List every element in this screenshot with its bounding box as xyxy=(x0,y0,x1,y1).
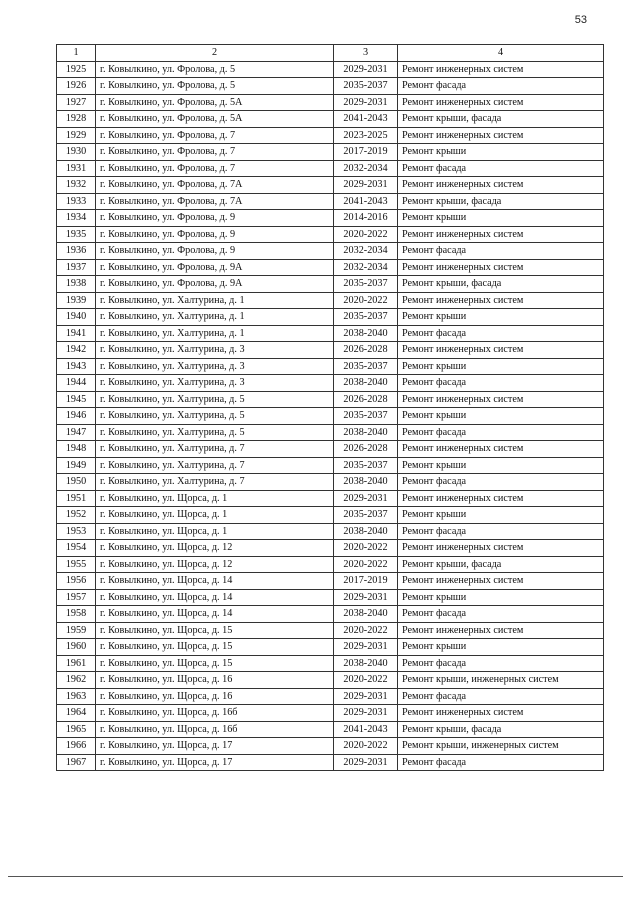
row-number-cell: 1925 xyxy=(57,61,96,78)
period-cell: 2032-2034 xyxy=(334,160,398,177)
period-cell: 2035-2037 xyxy=(334,358,398,375)
table-row xyxy=(57,424,604,441)
table-row xyxy=(57,655,604,672)
table-row xyxy=(57,688,604,705)
address-cell: г. Ковылкино, ул. Фролова, д. 7А xyxy=(96,193,334,210)
address-cell: г. Ковылкино, ул. Фролова, д. 9 xyxy=(96,243,334,260)
table-row xyxy=(57,226,604,243)
address-cell: г. Ковылкино, ул. Фролова, д. 5А xyxy=(96,94,334,111)
period-cell: 2035-2037 xyxy=(334,408,398,425)
work-type-cell: Ремонт фасада xyxy=(398,655,604,672)
address-cell: г. Ковылкино, ул. Халтурина, д. 3 xyxy=(96,358,334,375)
period-cell: 2032-2034 xyxy=(334,243,398,260)
row-number-cell: 1964 xyxy=(57,705,96,722)
period-cell: 2029-2031 xyxy=(334,177,398,194)
address-cell: г. Ковылкино, ул. Щорса, д. 16 xyxy=(96,688,334,705)
table-row xyxy=(57,490,604,507)
row-number-cell: 1944 xyxy=(57,375,96,392)
row-number-cell: 1959 xyxy=(57,622,96,639)
table-row xyxy=(57,292,604,309)
address-cell: г. Ковылкино, ул. Халтурина, д. 7 xyxy=(96,457,334,474)
address-cell: г. Ковылкино, ул. Щорса, д. 16б xyxy=(96,721,334,738)
table-row xyxy=(57,276,604,293)
address-cell: г. Ковылкино, ул. Халтурина, д. 7 xyxy=(96,441,334,458)
table-row xyxy=(57,358,604,375)
table-row xyxy=(57,738,604,755)
row-number-cell: 1961 xyxy=(57,655,96,672)
work-type-cell: Ремонт фасада xyxy=(398,78,604,95)
period-cell: 2029-2031 xyxy=(334,94,398,111)
row-number-cell: 1928 xyxy=(57,111,96,128)
period-cell: 2029-2031 xyxy=(334,61,398,78)
page-number: 53 xyxy=(574,14,587,26)
address-cell: г. Ковылкино, ул. Халтурина, д. 1 xyxy=(96,309,334,326)
work-type-cell: Ремонт инженерных систем xyxy=(398,573,604,590)
period-cell: 2038-2040 xyxy=(334,375,398,392)
table-row xyxy=(57,375,604,392)
work-type-cell: Ремонт фасада xyxy=(398,424,604,441)
address-cell: г. Ковылкино, ул. Халтурина, д. 5 xyxy=(96,424,334,441)
period-cell: 2038-2040 xyxy=(334,655,398,672)
work-type-cell: Ремонт инженерных систем xyxy=(398,94,604,111)
period-cell: 2035-2037 xyxy=(334,276,398,293)
row-number-cell: 1948 xyxy=(57,441,96,458)
row-number-cell: 1963 xyxy=(57,688,96,705)
table-row xyxy=(57,589,604,606)
row-number-cell: 1958 xyxy=(57,606,96,623)
table-row xyxy=(57,672,604,689)
work-type-cell: Ремонт крыши, фасада xyxy=(398,111,604,128)
address-cell: г. Ковылкино, ул. Щорса, д. 15 xyxy=(96,639,334,656)
address-cell: г. Ковылкино, ул. Щорса, д. 12 xyxy=(96,556,334,573)
table-row xyxy=(57,94,604,111)
table-row xyxy=(57,474,604,491)
period-cell: 2035-2037 xyxy=(334,309,398,326)
table-row xyxy=(57,408,604,425)
period-cell: 2038-2040 xyxy=(334,325,398,342)
address-cell: г. Ковылкино, ул. Фролова, д. 9А xyxy=(96,276,334,293)
address-cell: г. Ковылкино, ул. Халтурина, д. 7 xyxy=(96,474,334,491)
row-number-cell: 1930 xyxy=(57,144,96,161)
row-number-cell: 1967 xyxy=(57,754,96,771)
row-number-cell: 1947 xyxy=(57,424,96,441)
row-number-cell: 1935 xyxy=(57,226,96,243)
row-number-cell: 1960 xyxy=(57,639,96,656)
table-row xyxy=(57,540,604,557)
table-row xyxy=(57,160,604,177)
repair-schedule-table xyxy=(56,44,604,771)
period-cell: 2023-2025 xyxy=(334,127,398,144)
table-header-row xyxy=(57,45,604,62)
address-cell: г. Ковылкино, ул. Щорса, д. 1 xyxy=(96,523,334,540)
table-row xyxy=(57,705,604,722)
period-cell: 2038-2040 xyxy=(334,523,398,540)
period-cell: 2017-2019 xyxy=(334,573,398,590)
address-cell: г. Ковылкино, ул. Фролова, д. 9 xyxy=(96,226,334,243)
address-cell: г. Ковылкино, ул. Щорса, д. 16 xyxy=(96,672,334,689)
work-type-cell: Ремонт крыши, фасада xyxy=(398,721,604,738)
row-number-cell: 1932 xyxy=(57,177,96,194)
work-type-cell: Ремонт фасада xyxy=(398,754,604,771)
row-number-cell: 1952 xyxy=(57,507,96,524)
table-row xyxy=(57,507,604,524)
address-cell: г. Ковылкино, ул. Фролова, д. 5А xyxy=(96,111,334,128)
table-row xyxy=(57,639,604,656)
page-bottom-rule xyxy=(8,876,623,877)
period-cell: 2014-2016 xyxy=(334,210,398,227)
period-cell: 2026-2028 xyxy=(334,441,398,458)
row-number-cell: 1940 xyxy=(57,309,96,326)
period-cell: 2020-2022 xyxy=(334,540,398,557)
row-number-cell: 1934 xyxy=(57,210,96,227)
work-type-cell: Ремонт крыши xyxy=(398,589,604,606)
work-type-cell: Ремонт фасада xyxy=(398,325,604,342)
work-type-cell: Ремонт инженерных систем xyxy=(398,540,604,557)
period-cell: 2020-2022 xyxy=(334,556,398,573)
row-number-cell: 1962 xyxy=(57,672,96,689)
row-number-cell: 1955 xyxy=(57,556,96,573)
period-cell: 2035-2037 xyxy=(334,78,398,95)
table-row xyxy=(57,391,604,408)
address-cell: г. Ковылкино, ул. Щорса, д. 14 xyxy=(96,606,334,623)
address-cell: г. Ковылкино, ул. Щорса, д. 15 xyxy=(96,655,334,672)
address-cell: г. Ковылкино, ул. Фролова, д. 9 xyxy=(96,210,334,227)
work-type-cell: Ремонт крыши, фасада xyxy=(398,193,604,210)
period-cell: 2026-2028 xyxy=(334,342,398,359)
work-type-cell: Ремонт крыши xyxy=(398,358,604,375)
work-type-cell: Ремонт крыши xyxy=(398,507,604,524)
row-number-cell: 1951 xyxy=(57,490,96,507)
work-type-cell: Ремонт крыши, инженерных систем xyxy=(398,672,604,689)
address-cell: г. Ковылкино, ул. Фролова, д. 5 xyxy=(96,78,334,95)
table-row xyxy=(57,556,604,573)
period-cell: 2017-2019 xyxy=(334,144,398,161)
column-header-work-type: 4 xyxy=(398,45,604,62)
row-number-cell: 1966 xyxy=(57,738,96,755)
address-cell: г. Ковылкино, ул. Щорса, д. 17 xyxy=(96,738,334,755)
work-type-cell: Ремонт инженерных систем xyxy=(398,292,604,309)
address-cell: г. Ковылкино, ул. Фролова, д. 7 xyxy=(96,144,334,161)
table-row xyxy=(57,144,604,161)
address-cell: г. Ковылкино, ул. Халтурина, д. 1 xyxy=(96,325,334,342)
work-type-cell: Ремонт инженерных систем xyxy=(398,226,604,243)
address-cell: г. Ковылкино, ул. Щорса, д. 17 xyxy=(96,754,334,771)
table-row xyxy=(57,243,604,260)
work-type-cell: Ремонт инженерных систем xyxy=(398,127,604,144)
row-number-cell: 1943 xyxy=(57,358,96,375)
row-number-cell: 1946 xyxy=(57,408,96,425)
address-cell: г. Ковылкино, ул. Халтурина, д. 3 xyxy=(96,375,334,392)
period-cell: 2029-2031 xyxy=(334,639,398,656)
row-number-cell: 1936 xyxy=(57,243,96,260)
table-row xyxy=(57,523,604,540)
table-row xyxy=(57,127,604,144)
address-cell: г. Ковылкино, ул. Щорса, д. 1 xyxy=(96,507,334,524)
table-row xyxy=(57,325,604,342)
work-type-cell: Ремонт крыши, фасада xyxy=(398,556,604,573)
row-number-cell: 1954 xyxy=(57,540,96,557)
period-cell: 2041-2043 xyxy=(334,193,398,210)
work-type-cell: Ремонт фасада xyxy=(398,474,604,491)
column-header-address: 2 xyxy=(96,45,334,62)
table-row xyxy=(57,177,604,194)
period-cell: 2020-2022 xyxy=(334,292,398,309)
table-row xyxy=(57,754,604,771)
period-cell: 2020-2022 xyxy=(334,672,398,689)
row-number-cell: 1956 xyxy=(57,573,96,590)
work-type-cell: Ремонт инженерных систем xyxy=(398,622,604,639)
table-row xyxy=(57,721,604,738)
work-type-cell: Ремонт инженерных систем xyxy=(398,441,604,458)
address-cell: г. Ковылкино, ул. Халтурина, д. 1 xyxy=(96,292,334,309)
row-number-cell: 1926 xyxy=(57,78,96,95)
row-number-cell: 1939 xyxy=(57,292,96,309)
row-number-cell: 1927 xyxy=(57,94,96,111)
period-cell: 2026-2028 xyxy=(334,391,398,408)
address-cell: г. Ковылкино, ул. Халтурина, д. 5 xyxy=(96,408,334,425)
period-cell: 2041-2043 xyxy=(334,111,398,128)
work-type-cell: Ремонт фасада xyxy=(398,688,604,705)
period-cell: 2035-2037 xyxy=(334,507,398,524)
work-type-cell: Ремонт фасада xyxy=(398,523,604,540)
table-row xyxy=(57,573,604,590)
period-cell: 2035-2037 xyxy=(334,457,398,474)
row-number-cell: 1949 xyxy=(57,457,96,474)
table-row xyxy=(57,309,604,326)
address-cell: г. Ковылкино, ул. Щорса, д. 12 xyxy=(96,540,334,557)
work-type-cell: Ремонт крыши xyxy=(398,408,604,425)
work-type-cell: Ремонт инженерных систем xyxy=(398,342,604,359)
address-cell: г. Ковылкино, ул. Фролова, д. 9А xyxy=(96,259,334,276)
period-cell: 2020-2022 xyxy=(334,622,398,639)
address-cell: г. Ковылкино, ул. Халтурина, д. 5 xyxy=(96,391,334,408)
address-cell: г. Ковылкино, ул. Щорса, д. 1 xyxy=(96,490,334,507)
table-row xyxy=(57,259,604,276)
period-cell: 2029-2031 xyxy=(334,754,398,771)
address-cell: г. Ковылкино, ул. Щорса, д. 16б xyxy=(96,705,334,722)
period-cell: 2020-2022 xyxy=(334,738,398,755)
work-type-cell: Ремонт крыши xyxy=(398,309,604,326)
address-cell: г. Ковылкино, ул. Халтурина, д. 3 xyxy=(96,342,334,359)
row-number-cell: 1929 xyxy=(57,127,96,144)
period-cell: 2032-2034 xyxy=(334,259,398,276)
row-number-cell: 1965 xyxy=(57,721,96,738)
table-row xyxy=(57,78,604,95)
work-type-cell: Ремонт крыши xyxy=(398,639,604,656)
row-number-cell: 1957 xyxy=(57,589,96,606)
table-row xyxy=(57,441,604,458)
work-type-cell: Ремонт фасада xyxy=(398,243,604,260)
address-cell: г. Ковылкино, ул. Фролова, д. 7А xyxy=(96,177,334,194)
work-type-cell: Ремонт крыши, инженерных систем xyxy=(398,738,604,755)
column-header-number: 1 xyxy=(57,45,96,62)
table-row xyxy=(57,61,604,78)
table-row xyxy=(57,210,604,227)
address-cell: г. Ковылкино, ул. Фролова, д. 5 xyxy=(96,61,334,78)
table-row xyxy=(57,622,604,639)
row-number-cell: 1931 xyxy=(57,160,96,177)
period-cell: 2029-2031 xyxy=(334,705,398,722)
work-type-cell: Ремонт инженерных систем xyxy=(398,391,604,408)
period-cell: 2038-2040 xyxy=(334,424,398,441)
work-type-cell: Ремонт инженерных систем xyxy=(398,705,604,722)
period-cell: 2041-2043 xyxy=(334,721,398,738)
work-type-cell: Ремонт крыши xyxy=(398,457,604,474)
row-number-cell: 1933 xyxy=(57,193,96,210)
row-number-cell: 1938 xyxy=(57,276,96,293)
row-number-cell: 1945 xyxy=(57,391,96,408)
table-body xyxy=(57,61,604,771)
period-cell: 2029-2031 xyxy=(334,688,398,705)
row-number-cell: 1950 xyxy=(57,474,96,491)
work-type-cell: Ремонт инженерных систем xyxy=(398,490,604,507)
column-header-period: 3 xyxy=(334,45,398,62)
period-cell: 2038-2040 xyxy=(334,474,398,491)
work-type-cell: Ремонт инженерных систем xyxy=(398,259,604,276)
table-row xyxy=(57,606,604,623)
row-number-cell: 1941 xyxy=(57,325,96,342)
table-row xyxy=(57,342,604,359)
address-cell: г. Ковылкино, ул. Щорса, д. 14 xyxy=(96,573,334,590)
work-type-cell: Ремонт инженерных систем xyxy=(398,177,604,194)
work-type-cell: Ремонт инженерных систем xyxy=(398,61,604,78)
address-cell: г. Ковылкино, ул. Щорса, д. 15 xyxy=(96,622,334,639)
row-number-cell: 1937 xyxy=(57,259,96,276)
address-cell: г. Ковылкино, ул. Фролова, д. 7 xyxy=(96,160,334,177)
work-type-cell: Ремонт крыши, фасада xyxy=(398,276,604,293)
work-type-cell: Ремонт фасада xyxy=(398,606,604,623)
work-type-cell: Ремонт фасада xyxy=(398,160,604,177)
address-cell: г. Ковылкино, ул. Щорса, д. 14 xyxy=(96,589,334,606)
row-number-cell: 1953 xyxy=(57,523,96,540)
period-cell: 2020-2022 xyxy=(334,226,398,243)
address-cell: г. Ковылкино, ул. Фролова, д. 7 xyxy=(96,127,334,144)
work-type-cell: Ремонт крыши xyxy=(398,210,604,227)
work-type-cell: Ремонт крыши xyxy=(398,144,604,161)
work-type-cell: Ремонт фасада xyxy=(398,375,604,392)
table-row xyxy=(57,111,604,128)
period-cell: 2038-2040 xyxy=(334,606,398,623)
table-row xyxy=(57,193,604,210)
table-row xyxy=(57,457,604,474)
period-cell: 2029-2031 xyxy=(334,490,398,507)
row-number-cell: 1942 xyxy=(57,342,96,359)
period-cell: 2029-2031 xyxy=(334,589,398,606)
